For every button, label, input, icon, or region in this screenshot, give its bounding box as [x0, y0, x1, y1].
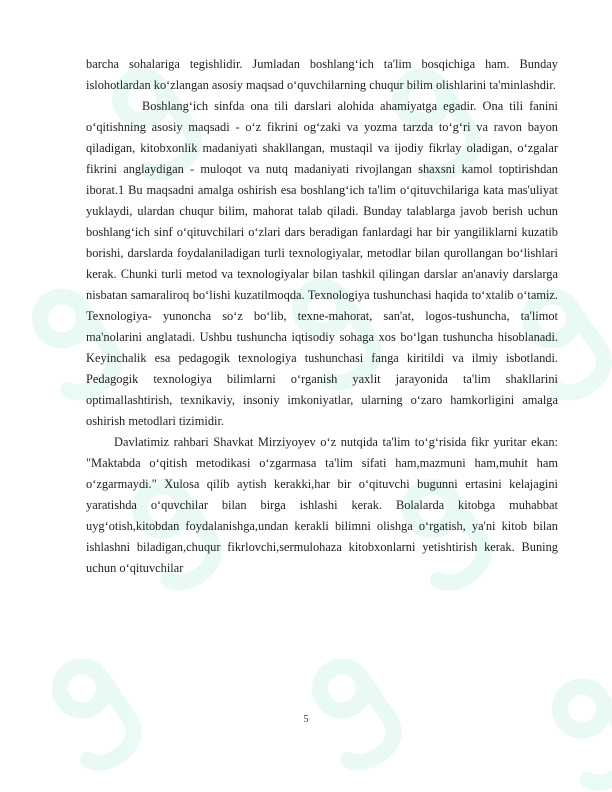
- body-text: [86, 54, 558, 579]
- paragraph-mother-tongue: Boshlang‘ich sinfda ona tili darslari alohida ahamiyatga egadir. Ona tili fanini o‘qitishning asosiy maqsadi - o‘z fikrini og‘zaki va yozma tarzda to‘g‘ri va ravon bayon qiladigan, kitobxonlik madaniyati shakllangan, mustaqil va ijodiy fikrlay oladigan, o‘zgalar fikrini anglaydigan - muloqot va nutq madaniyati rivojlangan shaxsni kamol toptirishdan iborat.1 Bu maqsadni amalga oshirish esa boshlang‘ich ta'lim o‘qituvchilariga kata mas'uliyat yuklaydi, ulardan chuqur bilim, mahorat talab qiladi. Bunday talablarga javob berish uchun boshlang‘ich sinf o‘qituvchilari o‘zlari dars beradigan fanlardagi har bir yangiliklarni kuzatib borishi, darslarda foydalaniladigan turli texnologiyalar, metodlar bilan qurollangan bo‘lishlari kerak. Chunki turli metod va texnologiyalar bilan tashkil qilingan darslar an'anaviy darslarga nisbatan samaraliroq bo‘lishi kuzatilmoqda. Texnologiya tushunchasi haqida to‘xtalib o‘tamiz. Texnologiya- yunoncha so‘z bo‘lib, texne-mahorat, san'at, logos-tushuncha, ta'limot ma'nolarini anglatadi. Ushbu tushuncha iqtisodiy sohaga xos bo‘lgan tushuncha hisoblanadi. Keyinchalik esa pedagogik texnologiya tushunchasi fanga kiritildi va ilmiy isbotlandi. Pedagogik texnologiya bilimlarni o‘rganish yaxlit jarayonida ta'lim shakllarini optimallashtirish, texnikaviy, insoniy imkoniyatlar, ularning o‘zaro hamkorligini amalga oshirish metodlari tizimidir.: [86, 99, 558, 428]
- page-number: 5: [303, 714, 309, 725]
- paragraph-intro: barcha sohalariga tegishlidir. Jumladan boshlang‘ich ta'lim bosqichiga ham. Bunday islohotlardan ko‘zlangan asosiy maqsad o‘quvchilarning chuqur bilim olishlarini ta'minlashdir.: [86, 57, 558, 92]
- watermark-emblem: [540, 678, 612, 792]
- paragraph-president-quote: Davlatimiz rahbari Shavkat Mirziyoyev o‘z nutqida ta'lim to‘g‘risida fikr yuritar ekan: "Maktabda o‘qitish metodikasi o‘zgarmasa ta'lim sifati ham,mazmuni ham,muhit ham o‘zgarmaydi." Xulosa qilib aytish kerakki,har bir o‘qituvchi bugunni ertasini kelajagini yaratishda o‘quvchilar bilan birga ishlashi kerak. Bolalarda kitobga muhabbat uyg‘otish,kitobdan foydalanishga,undan kerakli bilimni olishga o‘rgatish, ya'ni kitob bilan ishlashni biladigan,chuqur fikrlovchi,sermulohaza kitobxonlarni yetishtirish kerak. Buning uchun o‘qituvchilar: [86, 435, 558, 575]
